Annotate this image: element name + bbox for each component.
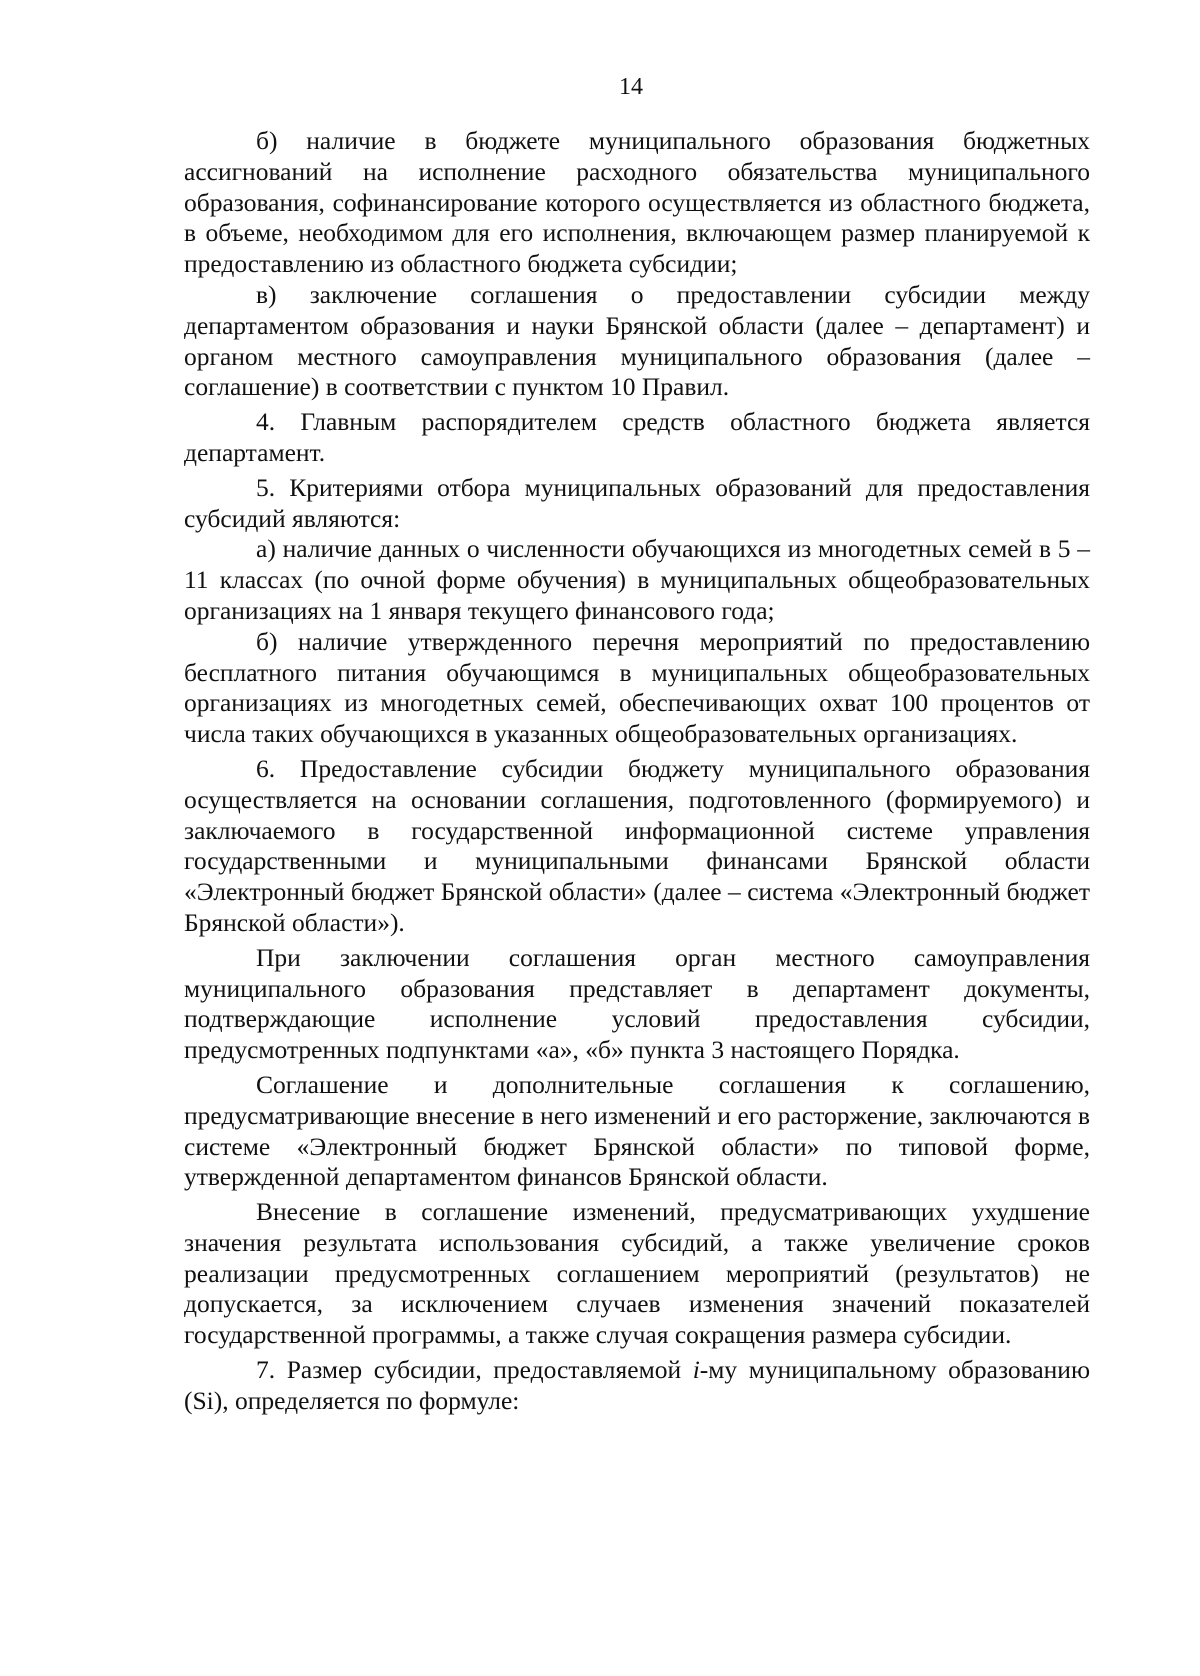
paragraph-v-agreement: в) заключение соглашения о предоставлении субсидии между департаментом образования и науки Брянской области (далее – департамент) и органом местного самоуправления муниципального образования (далее – соглашение) в соответствии с пунктом 10 Правил. [184,279,1090,402]
paragraph-agreement-changes: Внесение в соглашение изменений, предусматривающих ухудшение значения результата использования субсидий, а также увеличение сроков реализации предусмотренных соглашением мероприятий (результатов) не допускается, за исключением случаев изменения значений показателей государственной программы, а также случая сокращения размера субсидии. [184,1197,1090,1350]
document-body [184,126,1090,1417]
index-i-italic: i [692,1355,700,1385]
paragraph-7-text-start: 7. Размер субсидии, предоставляемой [256,1355,693,1385]
paragraph-4-chief-manager: 4. Главным распорядителем средств областного бюджета является департамент. [184,407,1090,467]
paragraph-agreement-documents: При заключении соглашения орган местного самоуправления муниципального образования представляет в департамент документы, подтверждающие исполнение условий предоставления субсидии, предусмотренных подпунктами «а», «б» пункта 3 настоящего Порядка. [184,942,1090,1065]
paragraph-6-subsidy-provision: 6. Предоставление субсидии бюджету муниципального образования осуществляется на основании соглашения, подготовленного (формируемого) и заключаемого в государственной информационной системе управления государственными и муниципальными финансами Брянской области «Электронный бюджет Брянской области» (далее – система «Электронный бюджет Брянской области»). [184,753,1090,937]
paragraph-7-text-end: -му муниципальному образованию (Si), определяется по формуле: [184,1355,1090,1415]
paragraph-additional-agreements: Соглашение и дополнительные соглашения к соглашению, предусматривающие внесение в него изменений и его расторжение, заключаются в системе «Электронный бюджет Брянской области» по типовой форме, утвержденной департаментом финансов Брянской области. [184,1069,1090,1192]
paragraph-7-subsidy-size [184,1355,1090,1417]
page-number: 14 [619,74,643,100]
paragraph-5b-meals-list: б) наличие утвержденного перечня мероприятий по предоставлению бесплатного питания обучающимся в муниципальных общеобразовательных организациях из многодетных семей, обеспечивающих охват 100 процентов от числа таких обучающихся в указанных общеобразовательных организациях. [184,626,1090,749]
paragraph-b-budget: б) наличие в бюджете муниципального образования бюджетных ассигнований на исполнение расходного обязательства муниципального образования, софинансирование которого осуществляется из областного бюджета, в объеме, необходимом для его исполнения, включающем размер планируемой к предоставлению из областного бюджета субсидии; [184,126,1090,279]
paragraph-5-selection-criteria: 5. Критериями отбора муниципальных образований для предоставления субсидий являются: [184,472,1090,533]
paragraph-5a-student-data: а) наличие данных о численности обучающихся из многодетных семей в 5 – 11 классах (по очной форме обучения) в муниципальных общеобразовательных организациях на 1 января текущего финансового года; [184,534,1090,625]
